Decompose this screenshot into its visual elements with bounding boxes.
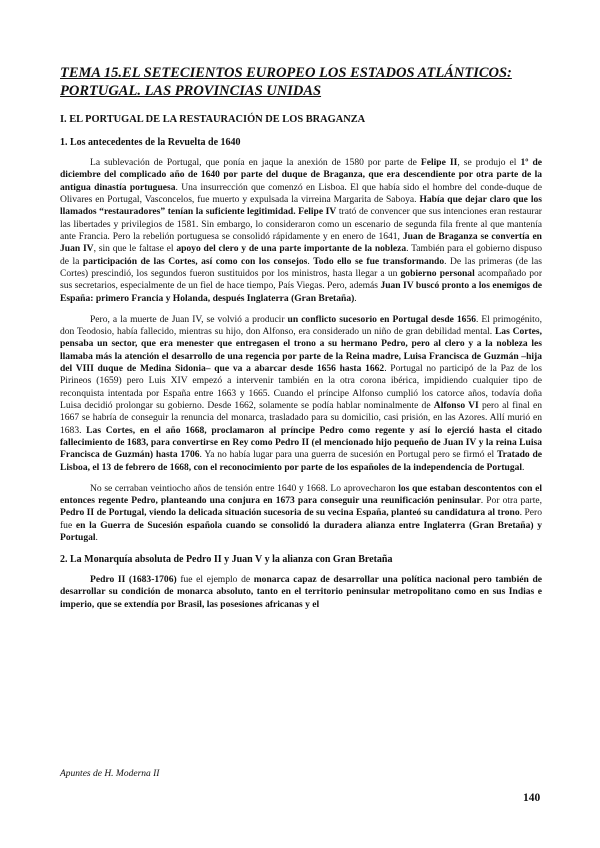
- section-heading: I. EL PORTUGAL DE LA RESTAURACIÓN DE LOS BRAGANZA: [60, 114, 366, 125]
- text-run: .: [354, 292, 357, 304]
- bold-text-run: participación de las Cortes, así como con los consejos: [82, 255, 308, 267]
- text-run: , sin que le faltase el: [93, 243, 177, 255]
- bold-text-run: Juan IV buscó pronto a los enemigos de España: primero Francia y Holanda, después Inglaterra (Gran Bretaña): [60, 280, 542, 304]
- text-run: .: [307, 255, 314, 267]
- bold-text-run: los que estaban descontentos con el entonces regente Pedro, planteando una conjura en 1673 para conseguir una reunificación peninsular: [60, 482, 543, 506]
- text-run: . De las primeras (de las Cortes) prescindió, los segundos fueron sustituidos por los ministros, hasta llegar a un: [60, 255, 542, 280]
- bold-text-run: gobierno personal: [400, 268, 475, 280]
- text-run: , se produjo el: [457, 157, 521, 168]
- text-run: No se cerraban veintiocho años de tensión entre 1640 y 1668. Lo aprovecharon: [90, 482, 399, 494]
- bold-text-run: Juan de Braganza se convertía en Juan IV: [60, 231, 542, 255]
- bold-text-run: Todo ello se fue transformando: [313, 255, 445, 267]
- paragraph-2: [60, 314, 542, 474]
- bold-text-run: monarca capaz de desarrollar una política nacional pero también de desarrollar su condición de monarca absoluto, tanto en el territorio peninsular metropolitano como en sus Indias e imperio, que se extendía por Brasil, las posesiones africanas y el: [60, 573, 542, 610]
- bold-text-run: 1º de diciembre del complicado año de 1640 por parte del duque de Braganza, que era descendiente por otra parte de la antigua dinastía portuguesa: [60, 157, 542, 193]
- text-run: .: [95, 531, 98, 543]
- text-run: .: [522, 461, 525, 473]
- paragraph-1: [60, 157, 542, 305]
- paragraph-4: [60, 574, 542, 611]
- page-number: 140: [523, 792, 541, 804]
- subsection-heading-2: 2. La Monarquía absoluta de Pedro II y Juan V y la alianza con Gran Bretaña: [60, 553, 393, 565]
- text-run: . Una insurrección que comenzó en Lisboa. El que había sido el hombre del conde-duque de Olivares en Portugal, Vasconcelos, fue muerto y expulsada la virreina Margarita de Saboya.: [60, 181, 543, 206]
- text-run: . Por otra parte,: [480, 494, 542, 506]
- text-run: fue el ejemplo de: [176, 573, 254, 585]
- text-run: La sublevación de Portugal, que ponía en jaque la anexión de 1580 por parte de: [90, 157, 421, 168]
- paragraph-3: [60, 483, 542, 545]
- bold-text-run: en la Guerra de Sucesión española cuando se consolidó la duradera alianza entre Inglaterra (Gran Bretaña) y Portugal: [60, 519, 542, 543]
- bold-text-run: Pedro II (1683-1706): [90, 573, 177, 585]
- bold-text-run: Las Cortes, en el año 1668, proclamaron al príncipe Pedro como regente y así lo ejerció hasta el citado fallecimiento de 1683, para convertirse en Rey como Pedro II (el mencionado hijo pequeño de Juan IV y la reina Luisa Francisca de Guzmán) hasta 1706: [60, 424, 542, 461]
- bold-text-run: apoyo del clero y de una parte importante de la nobleza: [176, 243, 407, 255]
- bold-text-run: un conflicto sucesorio en Portugal desde 1656: [287, 313, 476, 325]
- bold-text-run: Alfonso VI: [433, 400, 479, 412]
- bold-text-run: Había que dejar claro que los llamados “restauradores” tenían la suficiente legitimidad. Felipe IV: [60, 194, 542, 218]
- text-run: Pero, a la muerte de Juan IV, se volvió a producir: [90, 313, 288, 325]
- text-run: . Pero fue: [60, 507, 542, 531]
- text-run: . El primogénito, don Teodosio, había fallecido, mientras su hijo, don Alfonso, era considerado un niño de gran debilidad mental.: [60, 313, 542, 337]
- subsection-heading-1: 1. Los antecedentes de la Revuelta de 1640: [60, 137, 241, 148]
- text-run: pero al final en 1667 se habría de conseguir la renuncia del monarca, trasladado para su domicilio, casi prisión, en las Azores. Allí murió en 1683.: [60, 400, 543, 436]
- document-page: [60, 64, 542, 619]
- text-run: trató de convencer que sus intenciones eran restaurar las libertades y privilegios de 1581. Sin embargo, lo consideraron como un escenario de segunda fila frente al que mantenía ante Francia. Pero la rebelión portuguesa se consolidó rápidamente y en enero de 1641,: [60, 206, 542, 243]
- bold-text-run: Tratado de Lisboa, el 13 de febrero de 1668, con el reconocimiento por parte de los españoles de la independencia de Portugal: [60, 449, 543, 473]
- footer-note: Apuntes de H. Moderna II: [60, 769, 160, 779]
- page-title: TEMA 15.EL SETECIENTOS EUROPEO LOS ESTADOS ATLÁNTICOS: PORTUGAL. LAS PROVINCIAS UNIDAS: [60, 65, 512, 99]
- bold-text-run: Las Cortes, pensaba un sector, que era menester que entregasen el trono a su hermano Pedro, pero al clero y a la nobleza les llamaba más la atención el desarrollo de una regencia por parte de la Reina madre, Luisa Francisca de Guzmán –hija del VIII duque de Medina Sidonia– que va a abarcar desde 1656 hasta 1662: [60, 325, 543, 374]
- bold-text-run: Pedro II de Portugal, viendo la delicada situación sucesoria de su vecina España, planteó su candidatura al trono: [60, 507, 520, 519]
- text-run: acompañado por sus secretarios, especialmente de un fiel de hace tiempo, País Viegas. Pero, además: [60, 268, 543, 292]
- text-run: . Portugal no participó de la Paz de los Pirineos (1659) pero Luis XIV empezó a intervenir también en la otra corona ibérica, impidiendo cualquier tipo de reconquista intentada por España entre 1663 y 1665. Cuando el príncipe Alfonso cumplió los catorce años, todavía doña Luisa decidió prolongar su gobierno. Desde 1662, solamente se podía hablar nominalmente de: [60, 363, 542, 412]
- text-run: . También para el gobierno dispuso de la: [60, 243, 542, 267]
- text-run: . Ya no había lugar para una guerra de sucesión en Portugal pero se firmó el: [199, 449, 497, 461]
- bold-text-run: Felipe II: [420, 157, 458, 168]
